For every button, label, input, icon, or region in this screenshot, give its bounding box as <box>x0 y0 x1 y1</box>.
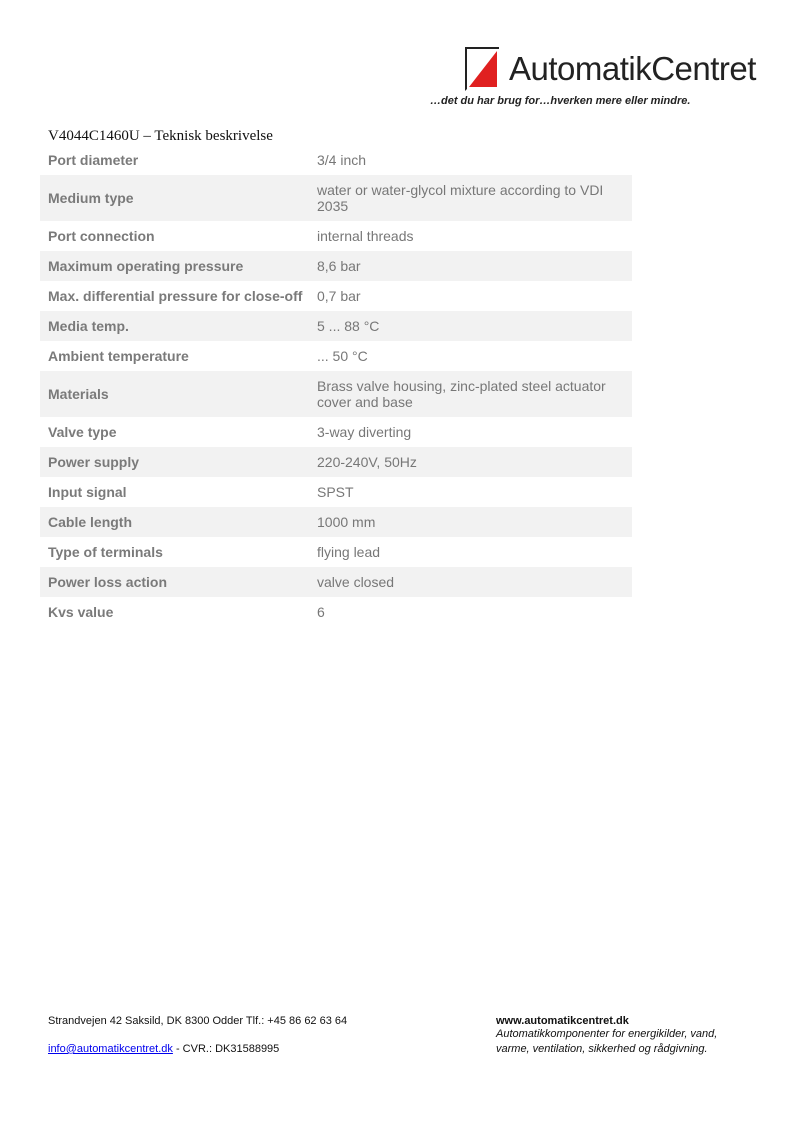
spec-label: Port connection <box>48 228 155 244</box>
table-row <box>40 447 632 477</box>
spec-label: Materials <box>40 371 317 417</box>
table-row <box>40 311 632 341</box>
table-row <box>40 417 632 447</box>
tagline: …det du har brug for…hverken mere eller mindre. <box>430 95 691 107</box>
spec-value: 1000 mm <box>317 507 632 537</box>
table-row <box>40 145 632 175</box>
spec-label: Port diameter <box>48 152 139 168</box>
email-link[interactable]: info@automatikcentret.dk <box>48 1043 173 1055</box>
spec-label: Media temp. <box>40 311 317 341</box>
logo-mark-icon <box>463 47 499 91</box>
company-logo <box>463 47 756 91</box>
table-row <box>40 507 632 537</box>
spec-label: Power loss action <box>40 567 317 597</box>
footer-contact <box>48 1015 347 1055</box>
footer-cvr: - CVR.: DK31588995 <box>172 1043 280 1055</box>
spec-value: 0,7 bar <box>317 288 361 304</box>
spec-value: 6 <box>317 604 325 620</box>
spec-label: Type of terminals <box>48 544 163 560</box>
footer-company-info <box>496 1015 726 1057</box>
table-row <box>40 477 632 507</box>
spec-value: ... 50 °C <box>317 348 368 364</box>
spec-label: Valve type <box>48 424 117 440</box>
spec-value: 8,6 bar <box>317 251 632 281</box>
spec-label: Medium type <box>40 175 317 221</box>
spec-value: valve closed <box>317 567 632 597</box>
spec-value: water or water-glycol mixture according to VDI 2035 <box>317 175 632 221</box>
table-row <box>40 251 632 281</box>
spec-label: Cable length <box>40 507 317 537</box>
table-row <box>40 597 632 627</box>
spec-label: Maximum operating pressure <box>40 251 317 281</box>
table-row <box>40 371 632 417</box>
footer-address: Strandvejen 42 Saksild, DK 8300 Odder Tlf.: +45 86 62 63 64 <box>48 1015 348 1027</box>
footer-website: www.automatikcentret.dk <box>496 1015 629 1027</box>
spec-value: internal threads <box>317 228 414 244</box>
spec-label: Max. differential pressure for close-off <box>48 288 303 304</box>
table-row <box>40 221 632 251</box>
spec-label: Input signal <box>48 484 127 500</box>
footer-email-line <box>48 1043 347 1055</box>
spec-table <box>40 145 632 627</box>
table-row <box>40 567 632 597</box>
spec-value: 3-way diverting <box>317 424 412 440</box>
table-row <box>40 341 632 371</box>
table-row <box>40 281 632 311</box>
spec-value: Brass valve housing, zinc-plated steel actuator cover and base <box>317 371 632 417</box>
spec-value: 5 ... 88 °C <box>317 311 632 341</box>
spec-value: SPST <box>317 484 354 500</box>
spec-value: 220-240V, 50Hz <box>317 447 632 477</box>
spec-label: Power supply <box>40 447 317 477</box>
table-row <box>40 537 632 567</box>
table-row <box>40 175 632 221</box>
spec-value: flying lead <box>317 544 381 560</box>
footer-description: Automatikkomponenter for energikilder, vand, varme, ventilation, sikkerhed og rådgivning. <box>496 1028 718 1055</box>
spec-label: Ambient temperature <box>48 348 189 364</box>
spec-value: 3/4 inch <box>317 152 367 168</box>
logo-text: AutomatikCentret <box>509 50 756 87</box>
page-title: V4044C1460U – Teknisk beskrivelse <box>48 128 273 144</box>
spec-label: Kvs value <box>48 604 114 620</box>
